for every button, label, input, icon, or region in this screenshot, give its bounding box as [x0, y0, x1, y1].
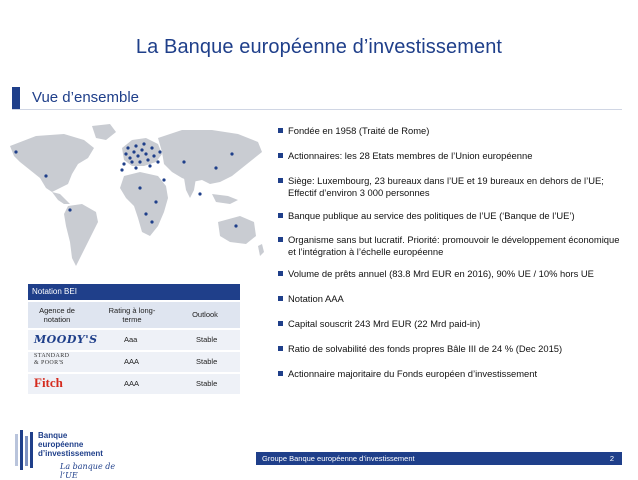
outlook-value: Stable	[196, 335, 218, 344]
world-map-offices	[6, 118, 268, 278]
footer-text: Groupe Banque européenne d’investissement	[262, 454, 415, 463]
eib-tagline: La banque de l’UE	[60, 462, 116, 480]
fitch-logo: Fitch	[34, 375, 63, 390]
column-header-rating: Rating à long-terme	[108, 306, 156, 324]
list-item: Volume de prêts annuel (83.8 Mrd EUR en 2016), 90% UE / 10% hors UE	[276, 268, 626, 280]
column-header-outlook: Outlook	[192, 310, 218, 319]
slide-title: La Banque européenne d’investissement	[135, 36, 503, 58]
eib-logo-mark-icon	[14, 430, 34, 470]
rating-table	[28, 284, 240, 414]
section-header	[12, 87, 622, 110]
outlook-value: Stable	[196, 357, 218, 366]
section-title: Vue d’ensemble	[32, 89, 140, 106]
eib-logo	[14, 428, 134, 480]
outlook-value: Stable	[196, 379, 218, 388]
list-item: Ratio de solvabilité des fonds propres Bâle III de 24 % (Dec 2015)	[276, 343, 626, 355]
standard-poors-logo: STANDARD & POOR'S	[34, 353, 70, 366]
footer-bar	[256, 452, 622, 465]
list-item: Notation AAA	[276, 293, 626, 305]
key-facts-list	[276, 125, 626, 380]
eib-logo-wordmark: Banque européenne d’investissement	[38, 431, 103, 458]
table-row	[28, 352, 240, 372]
list-item: Actionnaire majoritaire du Fonds européen d’investissement	[276, 368, 626, 380]
rating-value: Aaa	[124, 335, 138, 344]
list-item: Organisme sans but lucratif. Priorité: promouvoir le développement économique et l’intégration à l’échelle européenne	[276, 234, 626, 258]
page-number: 2	[609, 454, 614, 463]
column-header-agency: Agence de notation	[39, 306, 75, 324]
rating-table-header: Notation BEI	[28, 284, 240, 300]
list-item: Capital souscrit 243 Mrd EUR (22 Mrd paid-in)	[276, 318, 626, 330]
rating-value: AAA	[124, 357, 140, 366]
table-row	[28, 330, 240, 350]
rating-table-columns	[28, 302, 240, 328]
rating-value: AAA	[124, 379, 140, 388]
list-item: Siège: Luxembourg, 23 bureaux dans l’UE et 19 bureaux en dehors de l’UE; Effectif d’environ 3 000 personnes	[276, 175, 626, 199]
moodys-logo: MOODY'S	[34, 333, 98, 346]
section-accent-bar	[12, 87, 20, 109]
list-item: Fondée en 1958 (Traité de Rome)	[276, 125, 626, 137]
list-item: Actionnaires: les 28 Etats membres de l’Union européenne	[276, 150, 626, 162]
table-row	[28, 374, 240, 394]
list-item: Banque publique au service des politiques de l’UE (‘Banque de l’UE’)	[276, 210, 626, 222]
